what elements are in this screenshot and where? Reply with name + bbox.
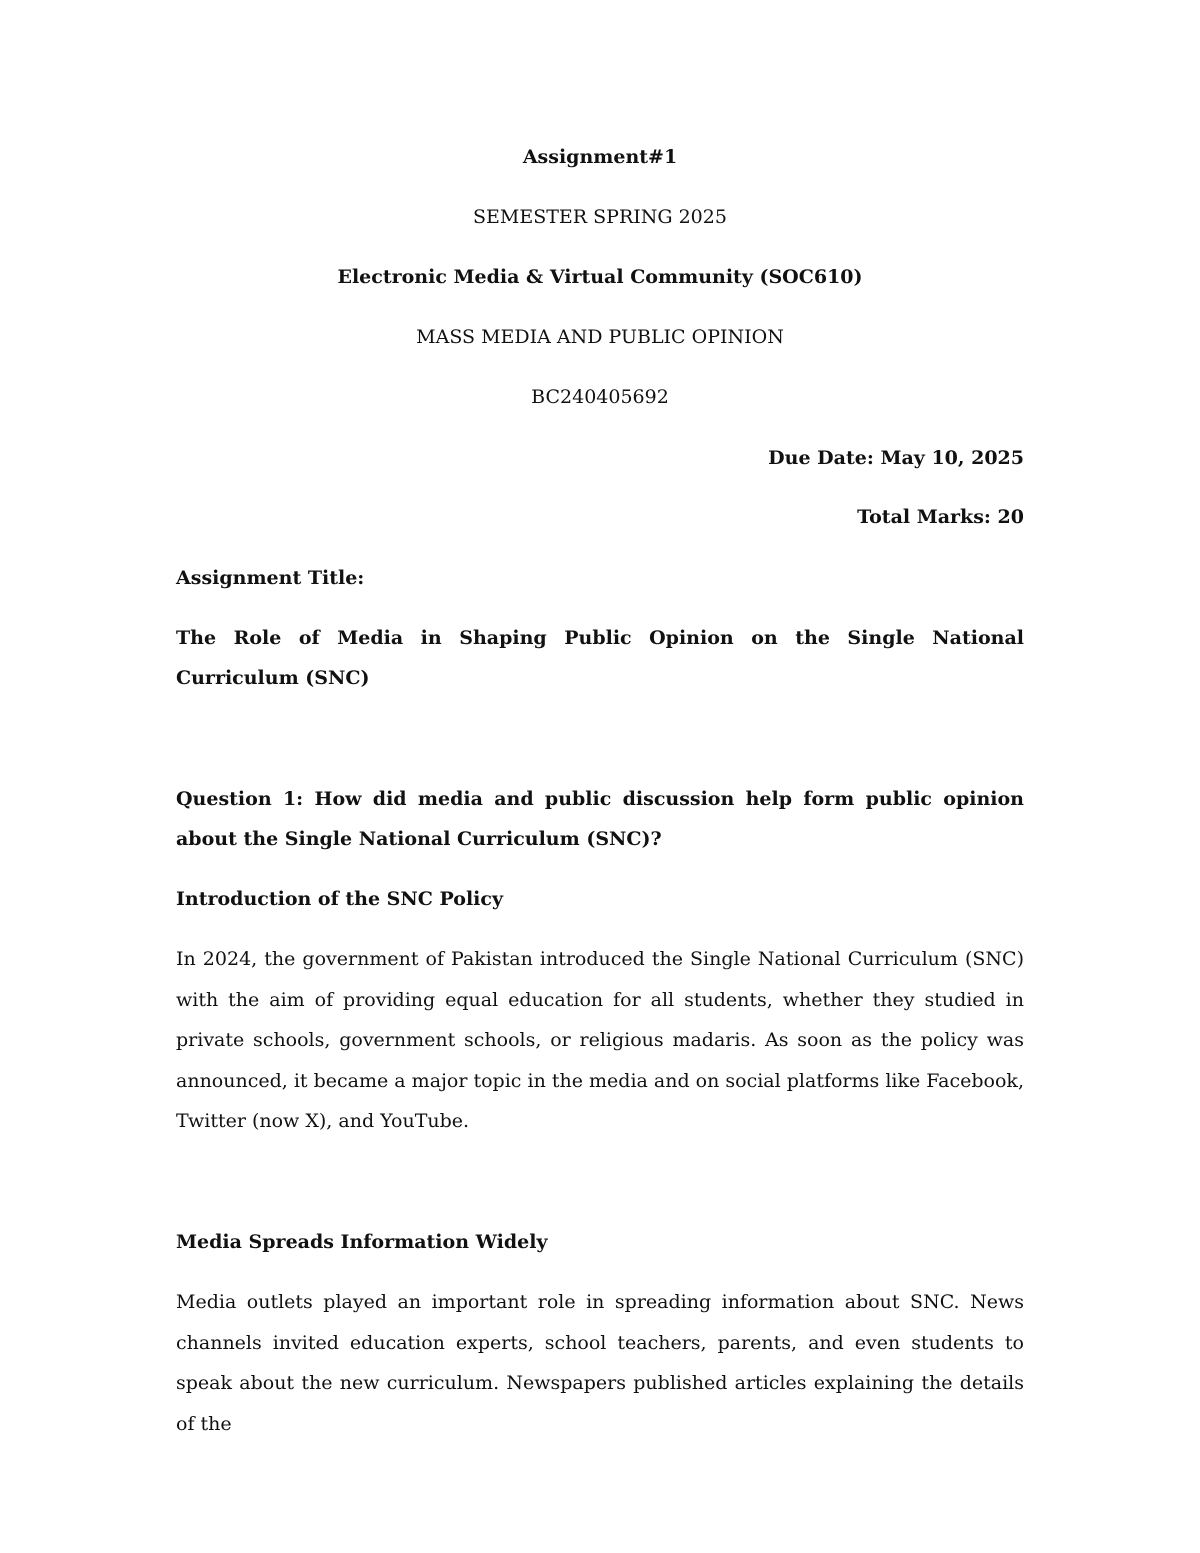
total-marks: Total Marks: 20 bbox=[857, 506, 1024, 528]
course-title: Electronic Media & Virtual Community (SOC610) bbox=[337, 266, 863, 288]
assignment-title-label: Assignment Title: bbox=[176, 567, 365, 589]
topic-line: MASS MEDIA AND PUBLIC OPINION bbox=[416, 326, 784, 348]
assignment-number: Assignment#1 bbox=[522, 146, 678, 168]
student-id: BC240405692 bbox=[531, 386, 669, 408]
section-heading: Introduction of the SNC Policy bbox=[176, 888, 503, 910]
section-body: In 2024, the government of Pakistan introduced the Single National Curriculum (SNC) with the aim of providing equal education for all students, whether they studied in private schools, government schools, or religious madaris. As soon as the policy was announced, it became a major topic in the media and on social platforms like Facebook, Twitter (now X), and YouTube. bbox=[176, 948, 1024, 1132]
section-heading: Media Spreads Information Widely bbox=[176, 1231, 548, 1253]
section-body: Media outlets played an important role in spreading information about SNC. News channels invited education experts, school teachers, parents, and even students to speak about the new curriculum. Newspapers published articles explaining the details of the bbox=[176, 1291, 1024, 1435]
semester-line: SEMESTER SPRING 2025 bbox=[473, 206, 727, 228]
question-1: Question 1: How did media and public discussion help form public opinion about the Single National Curriculum (SNC)? bbox=[176, 788, 1024, 850]
assignment-title-text: The Role of Media in Shaping Public Opinion on the Single National Curriculum (SNC) bbox=[176, 627, 1024, 689]
due-date: Due Date: May 10, 2025 bbox=[768, 447, 1024, 469]
